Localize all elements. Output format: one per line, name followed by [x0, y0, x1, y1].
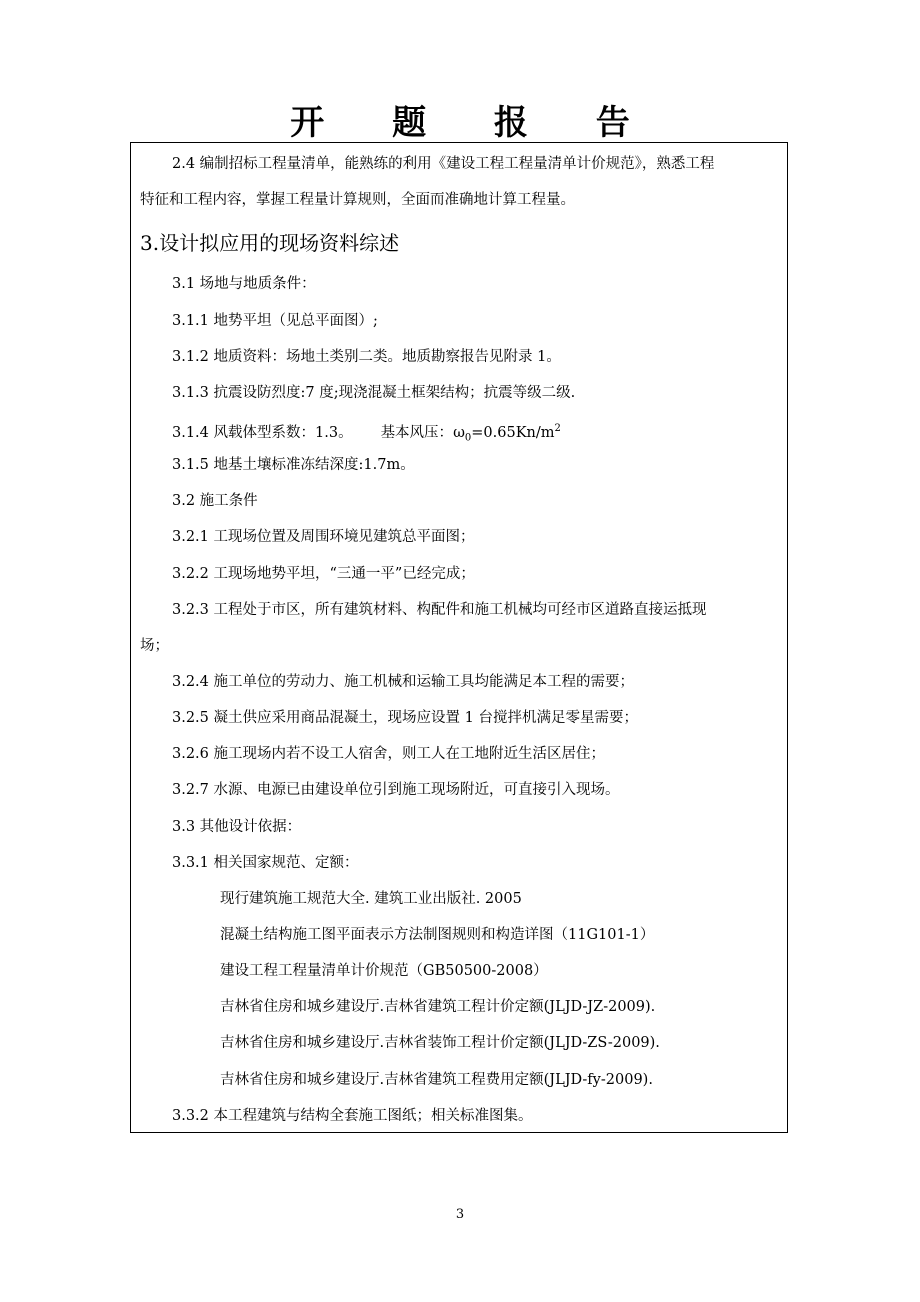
basic-wind-pressure-label: 基本风压：	[380, 424, 454, 441]
section-heading: 3.设计拟应用的现场资料综述	[140, 231, 400, 255]
item-3-1-3: 3.1.3 抗震设防烈度:7 度;现浇混凝土框架结构；抗震等级二级.	[172, 385, 576, 401]
item-3-3-1: 3.3.1 相关国家规范、定额：	[172, 855, 359, 871]
item-3-2-3-cont: 场；	[140, 638, 169, 654]
item-3-2-4: 3.2.4 施工单位的劳动力、施工机械和运输工具均能满足本工程的需要；	[172, 674, 635, 690]
unit-superscript: 2	[554, 423, 561, 434]
item-3-2-3: 3.2.3 工程处于市区，所有建筑材料、构配件和施工机械均可经市区道路直接运抵现	[172, 602, 707, 618]
item-3-2-6: 3.2.6 施工现场内若不设工人宿舍，则工人在工地附近生活区居住；	[172, 746, 606, 762]
reference-item: 吉林省住房和城乡建设厅.吉林省建筑工程费用定额(JLJD-fy-2009).	[220, 1072, 653, 1088]
page-title: 开 题 报 告	[290, 103, 658, 143]
intro-line-2: 特征和工程内容，掌握工程量计算规则，全面而准确地计算工程量。	[140, 192, 575, 208]
item-3-3-2: 3.3.2 本工程建筑与结构全套施工图纸；相关标准图集。	[172, 1108, 533, 1124]
reference-item: 混凝土结构施工图平面表示方法制图规则和构造详图（11G101-1）	[220, 927, 655, 943]
item-3-2: 3.2 施工条件	[172, 493, 258, 509]
intro-line-1: 2.4 编制招标工程量清单，能熟练的利用《建设工程工程量清单计价规范》，熟悉工程	[172, 156, 715, 172]
wind-coefficient: 3.1.4 风载体型系数：1.3。	[172, 424, 353, 441]
page-number: 3	[455, 1207, 465, 1222]
item-3-1-1: 3.1.1 地势平坦（见总平面图）;	[172, 313, 378, 329]
omega-symbol: ω	[453, 424, 465, 441]
reference-item: 建设工程工程量清单计价规范（GB50500-2008）	[220, 963, 548, 979]
reference-item: 吉林省住房和城乡建设厅.吉林省建筑工程计价定额(JLJD-JZ-2009).	[220, 999, 656, 1015]
item-3-1-4	[172, 419, 561, 449]
wind-pressure-value: =0.65Kn/m	[471, 424, 555, 441]
omega-subscript: 0	[464, 432, 472, 444]
item-3-1-2: 3.1.2 地质资料：场地土类别二类。地质勘察报告见附录 1。	[172, 349, 561, 365]
item-3-2-7: 3.2.7 水源、电源已由建设单位引到施工现场附近，可直接引入现场。	[172, 782, 620, 798]
item-3-1: 3.1 场地与地质条件：	[172, 276, 316, 292]
reference-item: 现行建筑施工规范大全. 建筑工业出版社. 2005	[220, 891, 522, 907]
item-3-2-5: 3.2.5 凝土供应采用商品混凝土，现场应设置 1 台搅拌机满足零星需要；	[172, 710, 638, 726]
item-3-1-5: 3.1.5 地基土壤标准冻结深度:1.7m。	[172, 457, 415, 473]
item-3-2-2: 3.2.2 工现场地势平坦，“三通一平”已经完成；	[172, 566, 475, 582]
item-3-2-1: 3.2.1 工现场位置及周围环境见建筑总平面图；	[172, 529, 475, 545]
reference-item: 吉林省住房和城乡建设厅.吉林省装饰工程计价定额(JLJD-ZS-2009).	[220, 1035, 660, 1051]
item-3-3: 3.3 其他设计依据：	[172, 819, 302, 835]
